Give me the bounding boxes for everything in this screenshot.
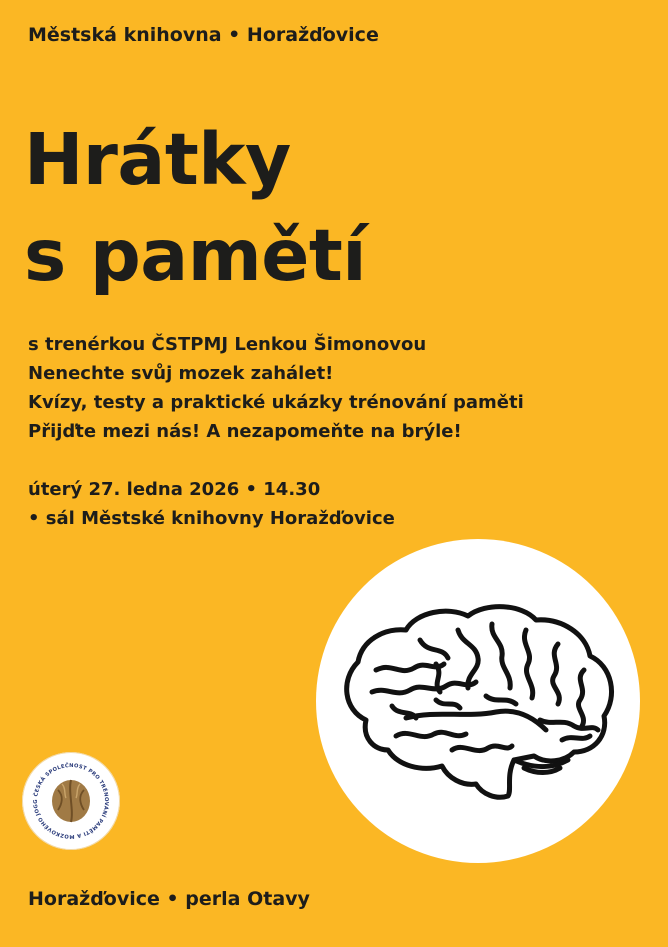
- brain-icon: [336, 600, 620, 800]
- event-venue: • sál Městské knihovny Horažďovice: [28, 508, 395, 529]
- description-line-1: s trenérkou ČSTPMJ Lenkou Šimonovou: [28, 334, 427, 355]
- organization-header: Městská knihovna • Horažďovice: [28, 24, 379, 46]
- badge-ring-text: ČESKÁ SPOLEČNOST PRO TRÉNOVÁNÍ PAMĚTI A MOZKOVÉHO JOGG: [32, 762, 110, 840]
- description-line-4: Přijďte mezi nás! A nezapomeňte na brýle!: [28, 421, 462, 442]
- footer-slogan: Horažďovice • perla Otavy: [28, 888, 310, 910]
- description-line-3: Kvízy, testy a praktické ukázky trénování paměti: [28, 392, 524, 413]
- society-logo-badge: [22, 752, 120, 850]
- title-line-1: Hrátky: [24, 118, 291, 201]
- event-info: [28, 475, 395, 533]
- event-datetime: úterý 27. ledna 2026 • 14.30: [28, 479, 321, 500]
- walnut-icon: [52, 780, 90, 822]
- description: [28, 330, 524, 446]
- description-line-2: Nenechte svůj mozek zahálet!: [28, 363, 334, 384]
- walnut-logo: [22, 752, 120, 850]
- poster-title: [24, 112, 366, 304]
- title-line-2: s pamětí: [24, 214, 367, 297]
